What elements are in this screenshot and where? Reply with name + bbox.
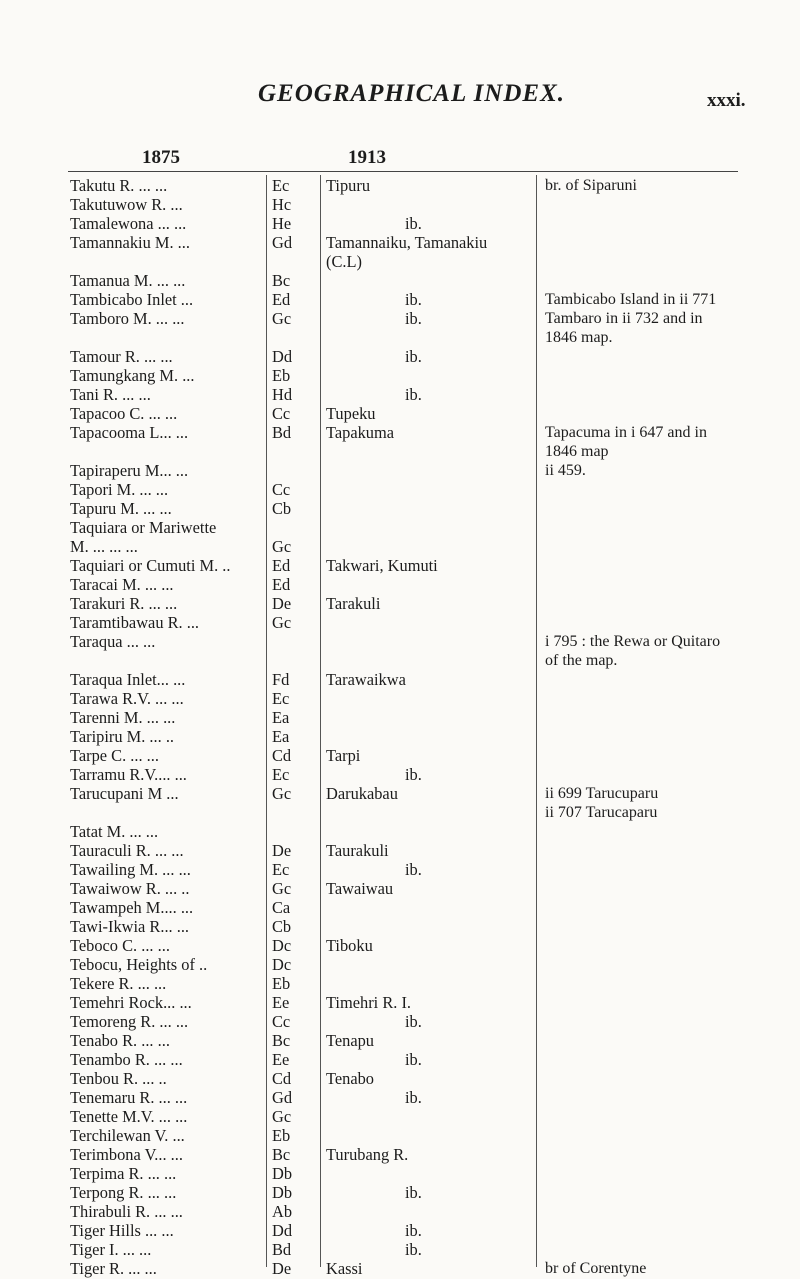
place-name-1913: ib.	[405, 290, 422, 309]
grid-reference: Gc	[272, 537, 292, 556]
index-row	[0, 727, 800, 746]
remarks: of the map.	[545, 652, 618, 669]
index-row	[0, 233, 800, 252]
place-name-1875: Taquiara or Mariwette	[70, 518, 217, 537]
place-name-1875: Tamboro M. ... ...	[70, 309, 185, 328]
place-name-1875: Takutuwow R. ...	[70, 195, 183, 214]
grid-reference: Cb	[272, 499, 292, 518]
remarks: 1846 map	[545, 443, 609, 460]
place-name-1875: Tambicabo Inlet ...	[70, 290, 194, 309]
index-row	[0, 1202, 800, 1221]
index-row	[0, 936, 800, 955]
grid-reference: Gd	[272, 233, 293, 252]
place-name-1875: Tamour R. ... ...	[70, 347, 173, 366]
place-name-1875: Terchilewan V. ...	[70, 1126, 185, 1145]
place-name-1913: Taurakuli	[326, 841, 389, 860]
grid-reference: Ca	[272, 898, 291, 917]
grid-reference: Db	[272, 1164, 293, 1183]
place-name-1875: Tekere R. ... ...	[70, 974, 167, 993]
place-name-1875: Tenbou R. ... ..	[70, 1069, 167, 1088]
grid-reference: Gc	[272, 613, 292, 632]
grid-reference: Eb	[272, 366, 291, 385]
grid-reference: Hd	[272, 385, 293, 404]
place-name-1875: Taraqua Inlet... ...	[70, 670, 186, 689]
place-name-1875: Tamalewona ... ...	[70, 214, 187, 233]
place-name-1913: Darukabau	[326, 784, 398, 803]
place-name-1913: ib.	[405, 860, 422, 879]
grid-reference: Ed	[272, 556, 291, 575]
place-name-1913: Tipuru	[326, 176, 371, 195]
place-name-1875: Tapacooma L... ...	[70, 423, 189, 442]
place-name-1913: Tamannaiku, Tamanakiu	[326, 233, 488, 252]
place-name-1875: Tapuru M. ... ...	[70, 499, 172, 518]
place-name-1913: Tarakuli	[326, 594, 381, 613]
page-title: GEOGRAPHICAL INDEX.	[258, 80, 566, 107]
index-row	[0, 594, 800, 613]
grid-reference: Ee	[272, 1050, 290, 1069]
index-row	[0, 309, 800, 328]
index-row	[0, 1240, 800, 1259]
index-row	[0, 271, 800, 290]
index-row	[0, 252, 800, 271]
place-name-1913: Timehri R. I.	[326, 993, 412, 1012]
place-name-1913: ib.	[405, 214, 422, 233]
place-name-1875: Taracai M. ... ...	[70, 575, 174, 594]
grid-reference: Gd	[272, 1088, 293, 1107]
grid-reference: Db	[272, 1183, 293, 1202]
index-row	[0, 499, 800, 518]
index-row	[0, 1126, 800, 1145]
place-name-1913: ib.	[405, 309, 422, 328]
place-name-1875: Tarramu R.V.... ...	[70, 765, 187, 784]
place-name-1913: Tapakuma	[326, 423, 395, 442]
place-name-1875: Temehri Rock... ...	[70, 993, 192, 1012]
index-row	[0, 974, 800, 993]
grid-reference: Gc	[272, 309, 292, 328]
place-name-1875: Takutu R. ... ...	[70, 176, 168, 195]
index-row	[0, 1221, 800, 1240]
remarks: br of Corentyne	[545, 1260, 647, 1277]
place-name-1875: Tenette M.V. ... ...	[70, 1107, 188, 1126]
place-name-1913: Kassi	[326, 1259, 363, 1278]
index-row	[0, 404, 800, 423]
place-name-1875: Tarawa R.V. ... ...	[70, 689, 184, 708]
place-name-1875: Taripiru M. ... ..	[70, 727, 175, 746]
index-row	[0, 898, 800, 917]
grid-reference: Dc	[272, 955, 292, 974]
grid-reference: Dc	[272, 936, 292, 955]
grid-reference: Gc	[272, 879, 292, 898]
remarks: 1846 map.	[545, 329, 613, 346]
place-name-1913: ib.	[405, 385, 422, 404]
place-name-1875: Tenemaru R. ... ...	[70, 1088, 188, 1107]
remarks: br. of Siparuni	[545, 177, 637, 194]
grid-reference: Bd	[272, 1240, 292, 1259]
place-name-1913: Takwari, Kumuti	[326, 556, 438, 575]
place-name-1875: Tauraculi R. ... ...	[70, 841, 184, 860]
grid-reference: Fd	[272, 670, 290, 689]
index-row	[0, 765, 800, 784]
index-row	[0, 860, 800, 879]
place-name-1875: Tapiraperu M... ...	[70, 461, 189, 480]
place-name-1875: Tamannakiu M. ...	[70, 233, 190, 252]
index-row	[0, 442, 800, 461]
place-name-1875: Tani R. ... ...	[70, 385, 151, 404]
index-row	[0, 993, 800, 1012]
index-row	[0, 328, 800, 347]
index-row	[0, 1145, 800, 1164]
grid-reference: Ec	[272, 689, 290, 708]
grid-reference: Eb	[272, 974, 291, 993]
place-name-1875: Taraqua ... ...	[70, 632, 156, 651]
place-name-1913: ib.	[405, 1050, 422, 1069]
grid-reference: Ec	[272, 176, 290, 195]
grid-reference: Eb	[272, 1126, 291, 1145]
grid-reference: Ed	[272, 575, 291, 594]
index-row	[0, 290, 800, 309]
place-name-1875: Tawampeh M.... ...	[70, 898, 194, 917]
place-name-1875: Taramtibawau R. ...	[70, 613, 200, 632]
remarks: ii 707 Tarucaparu	[545, 804, 658, 821]
grid-reference: Bc	[272, 1031, 291, 1050]
index-table	[0, 176, 800, 1278]
index-row	[0, 841, 800, 860]
year-1913-heading: 1913	[348, 147, 386, 168]
place-name-1875: Tenabo R. ... ...	[70, 1031, 170, 1050]
place-name-1875: Teboco C. ... ...	[70, 936, 170, 955]
place-name-1913: ib.	[405, 765, 422, 784]
grid-reference: Ed	[272, 290, 291, 309]
place-name-1875: Tapori M. ... ...	[70, 480, 169, 499]
remarks: i 795 : the Rewa or Quitaro	[545, 633, 721, 650]
index-row	[0, 195, 800, 214]
place-name-1875: Terpong R. ... ...	[70, 1183, 177, 1202]
grid-reference: Dd	[272, 347, 293, 366]
grid-reference: Gc	[272, 784, 292, 803]
index-row	[0, 689, 800, 708]
remarks: ii 459.	[545, 462, 586, 479]
index-row	[0, 613, 800, 632]
index-row	[0, 1259, 800, 1278]
place-name-1875: Tawaiwow R. ... ..	[70, 879, 190, 898]
index-row	[0, 1031, 800, 1050]
place-name-1875: Tawi-Ikwia R... ...	[70, 917, 190, 936]
place-name-1875: Terpima R. ... ...	[70, 1164, 177, 1183]
index-row	[0, 1012, 800, 1031]
place-name-1913: Tawaiwau	[326, 879, 394, 898]
grid-reference: Cc	[272, 480, 291, 499]
place-name-1875: Tamanua M. ... ...	[70, 271, 186, 290]
grid-reference: Bc	[272, 1145, 291, 1164]
remarks: Tapacuma in i 647 and in	[545, 424, 707, 441]
grid-reference: Ec	[272, 860, 290, 879]
index-row	[0, 176, 800, 195]
grid-reference: Ea	[272, 727, 290, 746]
grid-reference: De	[272, 1259, 292, 1278]
grid-reference: Cc	[272, 404, 291, 423]
place-name-1875: Tarucupani M ...	[70, 784, 179, 803]
place-name-1875: Tapacoo C. ... ...	[70, 404, 178, 423]
grid-reference: Hc	[272, 195, 292, 214]
index-row	[0, 1069, 800, 1088]
grid-reference: Dd	[272, 1221, 293, 1240]
index-row	[0, 423, 800, 442]
place-name-1875: Tenambo R. ... ...	[70, 1050, 183, 1069]
place-name-1913: ib.	[405, 1240, 422, 1259]
grid-reference: Ea	[272, 708, 290, 727]
place-name-1913: Turubang R.	[326, 1145, 409, 1164]
place-name-1913: (C.L)	[326, 252, 362, 271]
place-name-1913: ib.	[405, 1012, 422, 1031]
place-name-1875: Tawailing M. ... ...	[70, 860, 191, 879]
index-row	[0, 366, 800, 385]
index-row	[0, 651, 800, 670]
index-row	[0, 575, 800, 594]
index-row	[0, 518, 800, 537]
index-row	[0, 708, 800, 727]
grid-reference: Bd	[272, 423, 292, 442]
index-row	[0, 917, 800, 936]
place-name-1875: Tiger R. ... ...	[70, 1259, 157, 1278]
index-row	[0, 214, 800, 233]
page-number: xxxi.	[707, 90, 746, 111]
place-name-1913: Tarpi	[326, 746, 361, 765]
place-name-1875: Tarenni M. ... ...	[70, 708, 176, 727]
remarks: ii 699 Tarucuparu	[545, 785, 659, 802]
place-name-1913: Tupeku	[326, 404, 376, 423]
index-row	[0, 803, 800, 822]
place-name-1913: Tenapu	[326, 1031, 375, 1050]
grid-reference: Bc	[272, 271, 291, 290]
year-1875-heading: 1875	[142, 147, 180, 168]
grid-reference: Gc	[272, 1107, 292, 1126]
place-name-1913: ib.	[405, 1221, 422, 1240]
index-row	[0, 1050, 800, 1069]
place-name-1875: Tiger I. ... ...	[70, 1240, 152, 1259]
index-row	[0, 632, 800, 651]
index-row	[0, 879, 800, 898]
place-name-1913: Tenabo	[326, 1069, 375, 1088]
index-row	[0, 1164, 800, 1183]
index-row	[0, 1183, 800, 1202]
index-row	[0, 1088, 800, 1107]
grid-reference: He	[272, 214, 292, 233]
grid-reference: Ee	[272, 993, 290, 1012]
remarks: Tambaro in ii 732 and in	[545, 310, 703, 327]
index-row	[0, 822, 800, 841]
index-row	[0, 461, 800, 480]
index-row	[0, 480, 800, 499]
grid-reference: Cb	[272, 917, 292, 936]
grid-reference: Cc	[272, 1012, 291, 1031]
index-row	[0, 537, 800, 556]
index-row	[0, 784, 800, 803]
place-name-1875: M. ... ... ...	[70, 537, 138, 556]
place-name-1913: ib.	[405, 1183, 422, 1202]
place-name-1913: Tarawaikwa	[326, 670, 406, 689]
place-name-1913: ib.	[405, 1088, 422, 1107]
place-name-1875: Tarpe C. ... ...	[70, 746, 159, 765]
place-name-1875: Tebocu, Heights of ..	[70, 955, 208, 974]
index-row	[0, 556, 800, 575]
header-rule	[68, 171, 738, 172]
place-name-1875: Tiger Hills ... ...	[70, 1221, 174, 1240]
index-row	[0, 670, 800, 689]
index-row	[0, 347, 800, 366]
index-row	[0, 746, 800, 765]
grid-reference: Ec	[272, 765, 290, 784]
index-row	[0, 955, 800, 974]
place-name-1875: Taquiari or Cumuti M. ..	[70, 556, 231, 575]
place-name-1875: Tamungkang M. ...	[70, 366, 195, 385]
grid-reference: Ab	[272, 1202, 293, 1221]
place-name-1875: Temoreng R. ... ...	[70, 1012, 189, 1031]
grid-reference: De	[272, 841, 292, 860]
remarks: Tambicabo Island in ii 771	[545, 291, 717, 308]
place-name-1875: Tarakuri R. ... ...	[70, 594, 178, 613]
place-name-1875: Thirabuli R. ... ...	[70, 1202, 183, 1221]
grid-reference: Cd	[272, 1069, 292, 1088]
place-name-1913: ib.	[405, 347, 422, 366]
place-name-1913: Tiboku	[326, 936, 373, 955]
index-row	[0, 1107, 800, 1126]
index-row	[0, 385, 800, 404]
grid-reference: De	[272, 594, 292, 613]
place-name-1875: Terimbona V... ...	[70, 1145, 183, 1164]
grid-reference: Cd	[272, 746, 292, 765]
place-name-1875: Tatat M. ... ...	[70, 822, 159, 841]
